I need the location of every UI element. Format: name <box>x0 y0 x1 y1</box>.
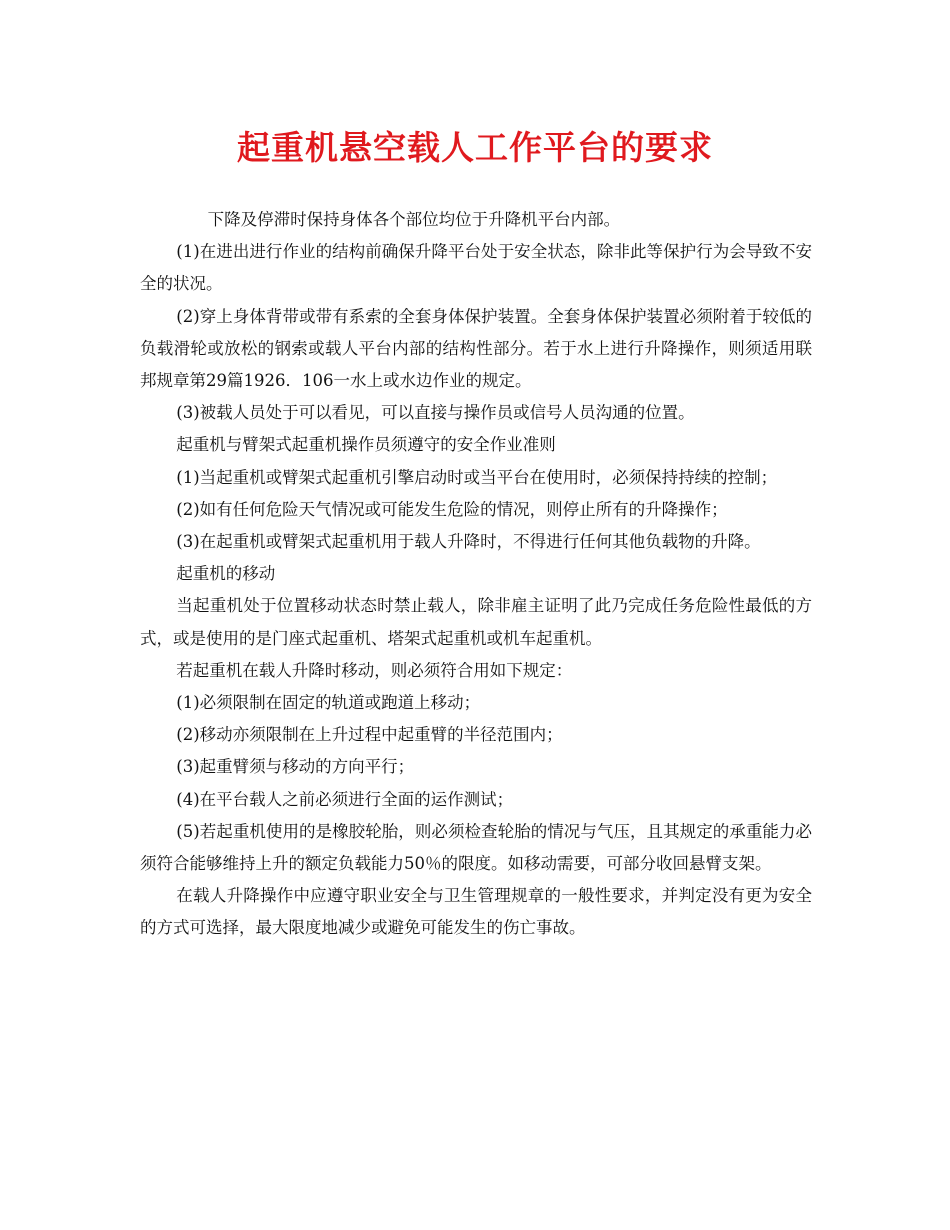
paragraph-6: (1)当起重机或臂架式起重机引擎启动时或当平台在使用时，必须保持持续的控制； <box>176 467 778 487</box>
paragraph-3: (2)穿上身体背带或带有系索的全套身体保护装置。全套身体保护装置必须附着于较低的负载滑轮或放松的钢索或载人平台内部的结构性部分。若于水上进行升降操作，则须适用联邦规章第29篇1926．106一水上或水边作业的规定。 <box>140 306 812 391</box>
document-body <box>140 204 812 945</box>
paragraph-14: (3)起重臂须与移动的方向平行； <box>176 757 415 777</box>
paragraph-1: 下降及停滞时保持身体各个部位均位于升降机平台内部。 <box>207 210 621 229</box>
paragraph-16: (5)若起重机使用的是橡胶轮胎，则必须检查轮胎的情况与气压，且其规定的承重能力必须符合能够维持上升的额定负载能力50％的限度。如移动需要，可部分收回悬臂支架。 <box>140 821 812 874</box>
paragraph-13: (2)移动亦须限制在上升过程中起重臂的半径范围内； <box>176 725 563 745</box>
paragraph-2: (1)在进出进行作业的结构前确保升降平台处于安全状态，除非此等保护行为会导致不安全的状况。 <box>140 242 812 294</box>
paragraph-7: (2)如有任何危险天气情况或可能发生危险的情况，则停止所有的升降操作； <box>176 499 728 519</box>
section-heading-operator-rules: 起重机与臂架式起重机操作员须遵守的安全作业准则 <box>176 435 556 455</box>
paragraph-17: 在载人升降操作中应遵守职业安全与卫生管理规章的一般性要求，并判定没有更为安全的方式可选择，最大限度地减少或避免可能发生的伤亡事故。 <box>140 886 812 938</box>
paragraph-15: (4)在平台载人之前必须进行全面的运作测试； <box>176 789 514 809</box>
section-heading-crane-movement: 起重机的移动 <box>176 564 276 584</box>
paragraph-12: (1)必须限制在固定的轨道或跑道上移动； <box>176 693 481 713</box>
paragraph-4: (3)被载人员处于可以看见，可以直接与操作员或信号人员沟通的位置。 <box>176 403 695 423</box>
paragraph-11: 若起重机在载人升降时移动，则必须符合用如下规定： <box>176 660 573 680</box>
paragraph-10: 当起重机处于位置移动状态时禁止载人，除非雇主证明了此乃完成任务危险性最低的方式，或是使用的是门座式起重机、塔架式起重机或机车起重机。 <box>140 596 812 648</box>
paragraph-8: (3)在起重机或臂架式起重机用于载人升降时，不得进行任何其他负载物的升降。 <box>176 532 761 552</box>
document-title: 起重机悬空载人工作平台的要求 <box>237 128 713 167</box>
